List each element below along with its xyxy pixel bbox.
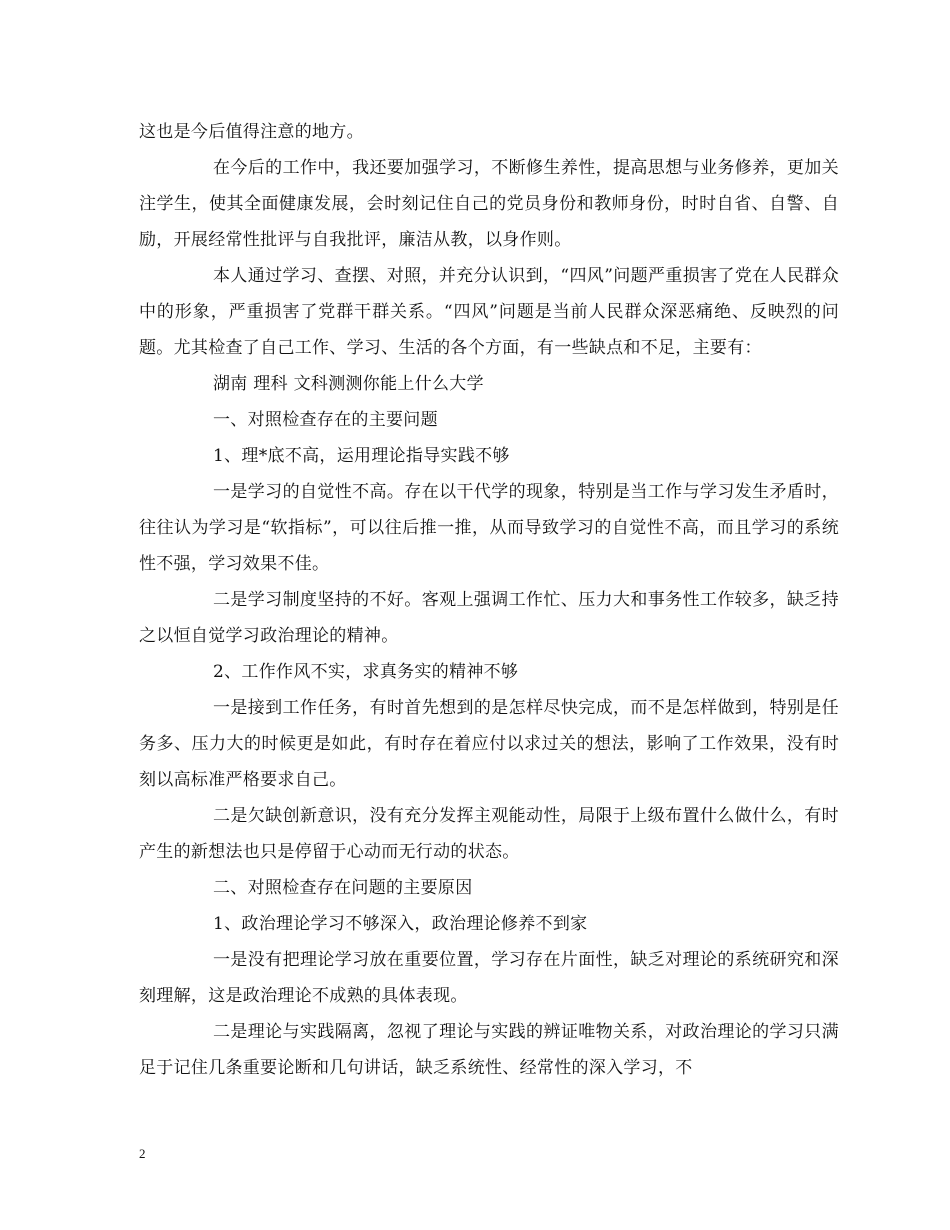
section-heading-1: 一、对照检查存在的主要问题 (213, 410, 438, 430)
paragraph-2: 在今后的工作中，我还要加强学习，不断修生养性，提高思想与业务修养，更加关注学生，使其全面健康发展，会时刻记住自己的党员身份和教师身份，时时自省、自警、自励，开展经常性批评与自我批评，廉洁从教，以身作则。 (139, 158, 839, 250)
paragraph-1: 这也是今后值得注意的地方。 (139, 122, 364, 142)
paragraph-6: 二是学习制度坚持的不好。客观上强调工作忙、压力大和事务性工作较多，缺乏持之以恒自觉学习政治理论的精神。 (139, 590, 839, 646)
page-number: 2 (139, 1146, 146, 1161)
document-body (139, 114, 839, 1086)
section-heading-2: 二、对照检查存在问题的主要原因 (213, 878, 473, 898)
subheading-1: 1、理*底不高，运用理论指导实践不够 (213, 446, 510, 466)
paragraph-7: 一是接到工作任务，有时首先想到的是怎样尽快完成，而不是怎样做到，特别是任务多、压力大的时候更是如此，有时存在着应付以求过关的想法，影响了工作效果，没有时刻以高标准严格要求自己。 (139, 698, 839, 790)
paragraph-3: 本人通过学习、查摆、对照，并充分认识到，“四风”问题严重损害了党在人民群众中的形象，严重损害了党群干群关系。“四风”问题是当前人民群众深恶痛绝、反映烈的问题。尤其检查了自己工作、学习、生活的各个方面，有一些缺点和不足，主要有： (139, 266, 839, 358)
paragraph-10: 二是理论与实践隔离，忽视了理论与实践的辨证唯物关系，对政治理论的学习只满足于记住几条重要论断和几句讲话，缺乏系统性、经常性的深入学习，不 (139, 1022, 839, 1078)
paragraph-9: 一是没有把理论学习放在重要位置，学习存在片面性，缺乏对理论的系统研究和深刻理解，这是政治理论不成熟的具体表现。 (139, 950, 839, 1006)
paragraph-8: 二是欠缺创新意识，没有充分发挥主观能动性，局限于上级布置什么做什么，有时产生的新想法也只是停留于心动而无行动的状态。 (139, 806, 839, 862)
paragraph-4: 湖南 理科 文科测测你能上什么大学 (213, 374, 484, 394)
subheading-3: 1、政治理论学习不够深入，政治理论修养不到家 (213, 914, 588, 934)
subheading-2: 2、工作作风不实，求真务实的精神不够 (213, 662, 519, 682)
paragraph-5: 一是学习的自觉性不高。存在以干代学的现象，特别是当工作与学习发生矛盾时，往往认为学习是“软指标”，可以往后推一推，从而导致学习的自觉性不高，而且学习的系统性不强，学习效果不佳。 (139, 482, 839, 574)
